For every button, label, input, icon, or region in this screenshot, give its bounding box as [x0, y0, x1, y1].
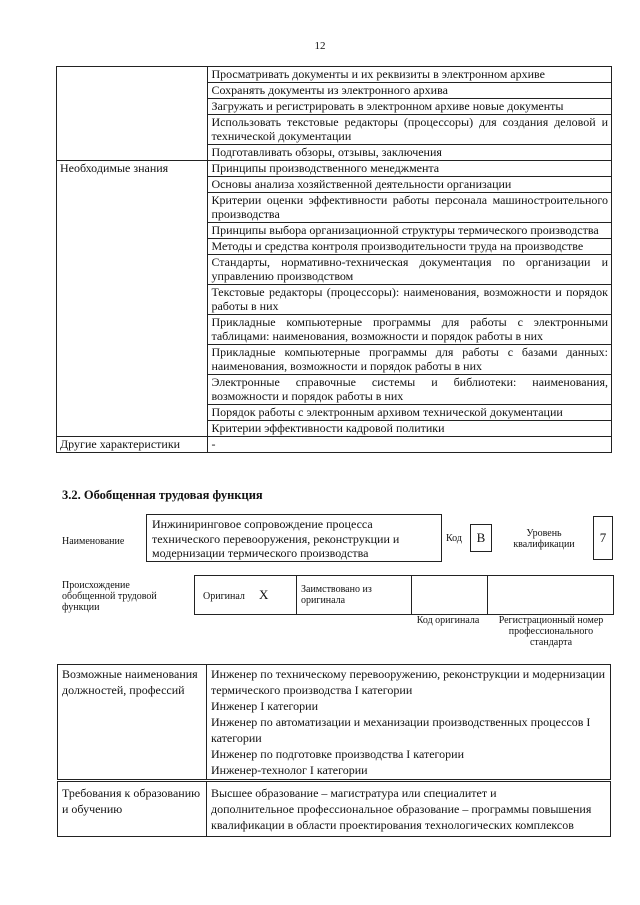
position-item: Инженер-технолог I категории: [211, 763, 368, 777]
function-name-box: Инжиниринговое сопровождение процесса технического перевооружения, реконструкции и модернизации термического производства: [146, 514, 442, 562]
skill-cell: Загружать и регистрировать в электронном архиве новые документы: [208, 99, 612, 115]
education-label: Требования к образованию и обучению: [58, 782, 207, 837]
knowledge-cell: Прикладные компьютерные программы для работы с базами данных: наименования, возможности и порядок работы в них: [208, 345, 612, 375]
original-mark: Х: [259, 587, 269, 602]
code-value-box: В: [470, 524, 492, 552]
table-row: [57, 437, 612, 453]
section-title: 3.2. Обобщенная трудовая функция: [62, 488, 263, 502]
other-value: -: [208, 437, 612, 453]
origin-divider: [411, 576, 412, 614]
original-label: Оригинал: [203, 591, 245, 602]
skill-cell: Использовать текстовые редакторы (процессоры) для создания деловой и технической документации: [208, 115, 612, 145]
knowledge-cell: Принципы выбора организационной структуры термического производства: [208, 223, 612, 239]
knowledge-cell: Электронные справочные системы и библиотеки: наименования, возможности и порядок работы в них: [208, 375, 612, 405]
name-label: Наименование: [62, 536, 125, 547]
borrowed-label: Заимствовано из оригинала: [301, 584, 372, 606]
education-table: [57, 781, 611, 837]
position-item: Инженер I категории: [211, 699, 318, 713]
knowledge-skills-table: [56, 66, 612, 453]
code-label: Код: [446, 533, 462, 544]
positions-list: [207, 665, 611, 780]
reg-number-caption: Регистрационный номер профессионального стандарта: [498, 615, 604, 648]
positions-label: Возможные наименования должностей, профессий: [58, 665, 207, 780]
knowledge-cell: Критерии эффективности кадровой политики: [208, 421, 612, 437]
table-row: [58, 665, 611, 780]
knowledge-cell: Критерии оценки эффективности работы персонала машиностроительного производства: [208, 193, 612, 223]
knowledge-cell: Прикладные компьютерные программы для работы с электронными таблицами: наименования, возможности и порядок работы в них: [208, 315, 612, 345]
position-item: Инженер по подготовке производства I категории: [211, 747, 465, 761]
table-row: [57, 67, 612, 83]
origin-label: Происхождение обобщенной трудовой функции: [62, 580, 157, 613]
skills-label-cell: [57, 67, 208, 161]
skill-cell: Сохранять документы из электронного архива: [208, 83, 612, 99]
knowledge-cell: Порядок работы с электронным архивом технической документации: [208, 405, 612, 421]
other-label: Другие характеристики: [57, 437, 208, 453]
knowledge-cell: Методы и средства контроля производительности труда на производстве: [208, 239, 612, 255]
page-number: 12: [314, 40, 326, 52]
level-value-box: 7: [593, 516, 613, 560]
code-origin-caption: Код оригинала: [416, 615, 480, 626]
knowledge-cell: Стандарты, нормативно-техническая документация по организации и управлению производством: [208, 255, 612, 285]
education-item: Высшее образование – магистратура или специалитет и: [211, 786, 497, 800]
knowledge-cell: Основы анализа хозяйственной деятельности организации: [208, 177, 612, 193]
origin-divider: [487, 576, 488, 614]
table-row: [57, 161, 612, 177]
knowledge-label: Необходимые знания: [57, 161, 208, 437]
education-list: [207, 782, 611, 837]
positions-table: [57, 664, 611, 780]
skill-cell: Подготавливать обзоры, отзывы, заключения: [208, 145, 612, 161]
position-item: Инженер по автоматизации и механизации производственных процессов I категории: [211, 715, 591, 745]
position-item: Инженер по техническому перевооружению, реконструкции и модернизации термического производства I категории: [211, 667, 606, 697]
table-row: [58, 782, 611, 837]
origin-divider: [296, 576, 297, 614]
skill-cell: Просматривать документы и их реквизиты в электронном архиве: [208, 67, 612, 83]
knowledge-cell: Текстовые редакторы (процессоры): наименования, возможности и порядок работы в них: [208, 285, 612, 315]
level-label: Уровень квалификации: [513, 528, 575, 550]
education-item: дополнительное профессиональное образование – программы повышения квалификации в области проектирования технологических комплексов: [211, 802, 592, 832]
knowledge-cell: Принципы производственного менеджмента: [208, 161, 612, 177]
